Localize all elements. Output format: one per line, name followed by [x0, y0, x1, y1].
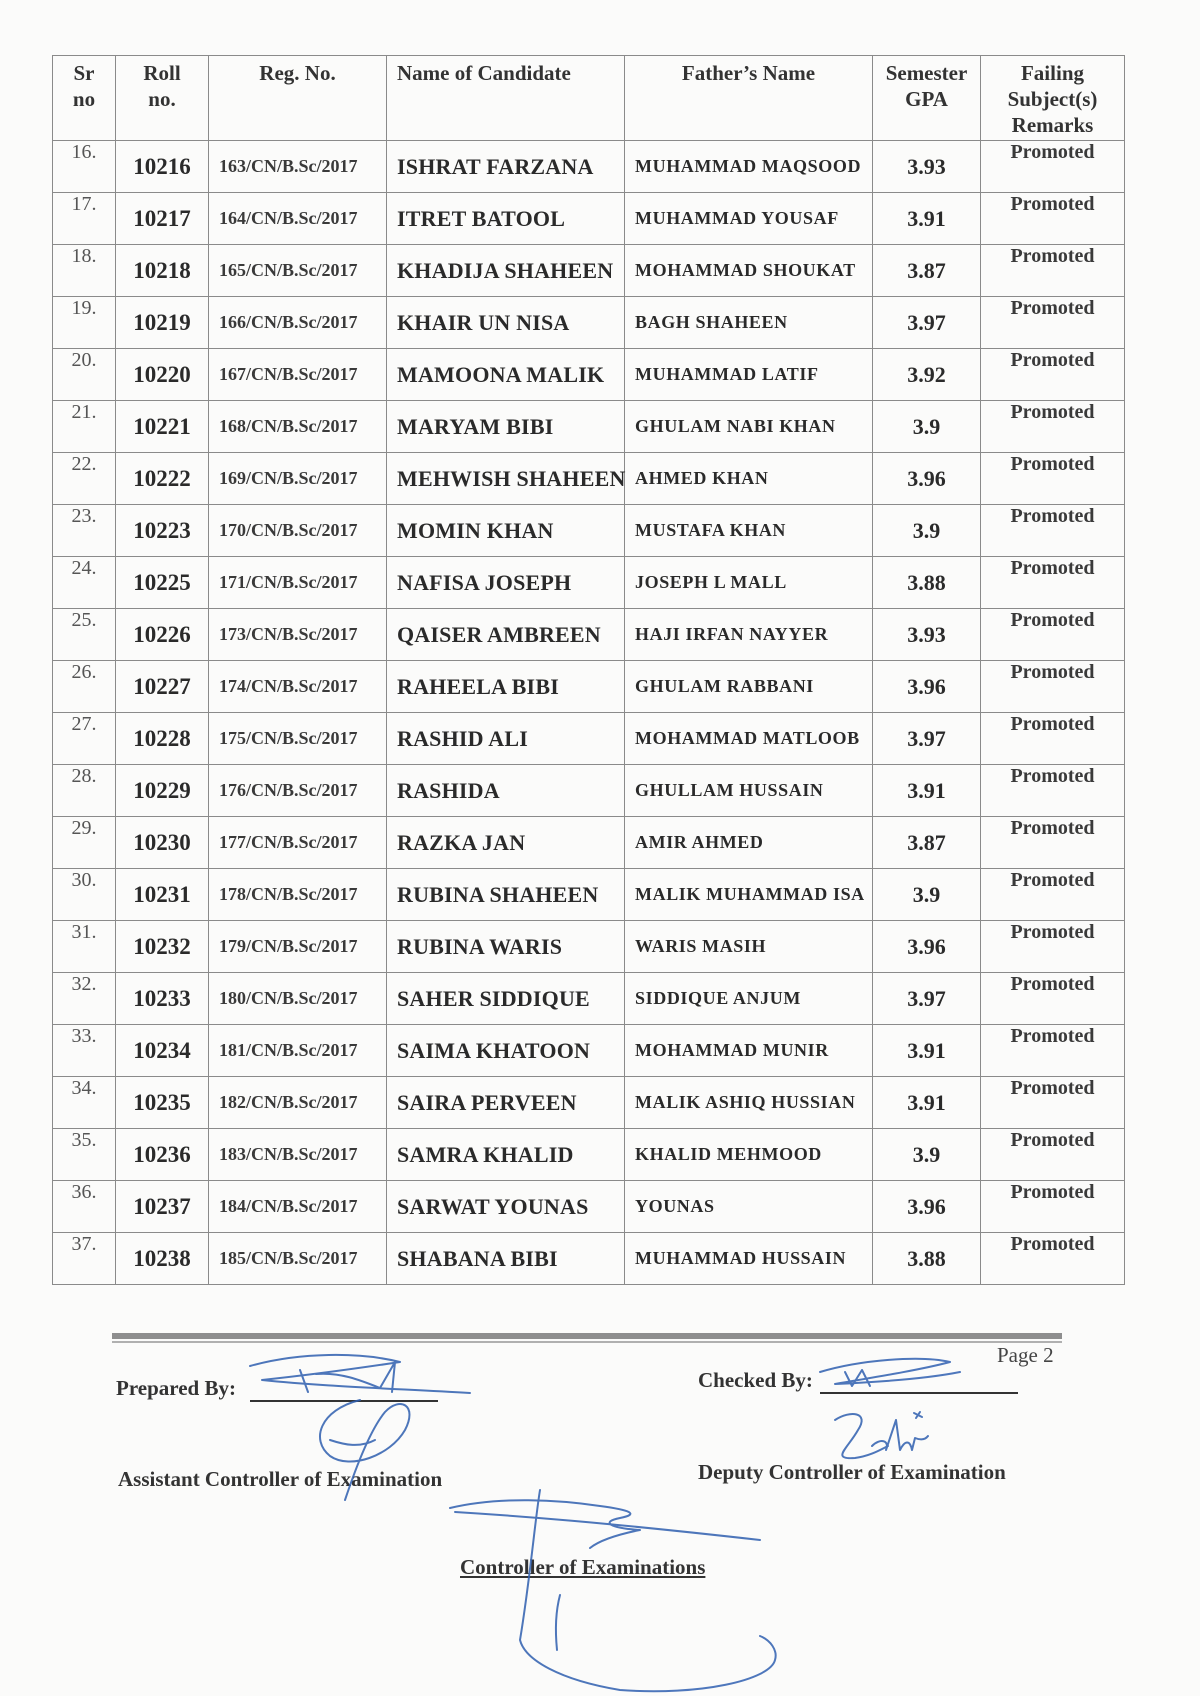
row-reg-no: 171/CN/B.Sc/2017 [209, 557, 387, 609]
row-reg-no: 185/CN/B.Sc/2017 [209, 1233, 387, 1285]
row-remarks: Promoted [981, 1025, 1125, 1077]
row-sr-no: 25. [53, 609, 116, 661]
row-candidate-name: SAHER SIDDIQUE [387, 973, 625, 1025]
row-candidate-name: SHABANA BIBI [387, 1233, 625, 1285]
row-reg-no: 177/CN/B.Sc/2017 [209, 817, 387, 869]
row-reg-no: 163/CN/B.Sc/2017 [209, 141, 387, 193]
row-father-name: HAJI IRFAN NAYYER [625, 609, 873, 661]
table-row [53, 1077, 1125, 1129]
row-roll-no: 10217 [116, 193, 209, 245]
row-roll-no: 10228 [116, 713, 209, 765]
table-row [53, 141, 1125, 193]
row-sr-no: 23. [53, 505, 116, 557]
row-roll-no: 10230 [116, 817, 209, 869]
row-semester-gpa: 3.87 [873, 245, 981, 297]
row-remarks: Promoted [981, 765, 1125, 817]
table-row [53, 973, 1125, 1025]
table-row [53, 1025, 1125, 1077]
row-semester-gpa: 3.93 [873, 141, 981, 193]
row-reg-no: 176/CN/B.Sc/2017 [209, 765, 387, 817]
row-sr-no: 31. [53, 921, 116, 973]
row-reg-no: 182/CN/B.Sc/2017 [209, 1077, 387, 1129]
row-reg-no: 183/CN/B.Sc/2017 [209, 1129, 387, 1181]
row-reg-no: 166/CN/B.Sc/2017 [209, 297, 387, 349]
row-candidate-name: RASHIDA [387, 765, 625, 817]
footer-divider-thin [112, 1341, 1062, 1343]
row-candidate-name: ITRET BATOOL [387, 193, 625, 245]
row-candidate-name: QAISER AMBREEN [387, 609, 625, 661]
row-semester-gpa: 3.9 [873, 869, 981, 921]
row-semester-gpa: 3.91 [873, 193, 981, 245]
row-semester-gpa: 3.96 [873, 661, 981, 713]
row-sr-no: 27. [53, 713, 116, 765]
row-semester-gpa: 3.91 [873, 1077, 981, 1129]
row-roll-no: 10229 [116, 765, 209, 817]
row-sr-no: 18. [53, 245, 116, 297]
row-semester-gpa: 3.88 [873, 557, 981, 609]
row-reg-no: 184/CN/B.Sc/2017 [209, 1181, 387, 1233]
table-row [53, 245, 1125, 297]
row-roll-no: 10226 [116, 609, 209, 661]
row-reg-no: 167/CN/B.Sc/2017 [209, 349, 387, 401]
row-semester-gpa: 3.91 [873, 1025, 981, 1077]
row-roll-no: 10237 [116, 1181, 209, 1233]
row-father-name: MUHAMMAD HUSSAIN [625, 1233, 873, 1285]
row-reg-no: 169/CN/B.Sc/2017 [209, 453, 387, 505]
table-row [53, 869, 1125, 921]
row-reg-no: 178/CN/B.Sc/2017 [209, 869, 387, 921]
row-remarks: Promoted [981, 1129, 1125, 1181]
row-father-name: WARIS MASIH [625, 921, 873, 973]
row-semester-gpa: 3.96 [873, 921, 981, 973]
table-row [53, 349, 1125, 401]
table-row [53, 557, 1125, 609]
row-reg-no: 174/CN/B.Sc/2017 [209, 661, 387, 713]
row-sr-no: 16. [53, 141, 116, 193]
row-father-name: JOSEPH L MALL [625, 557, 873, 609]
row-father-name: GHULAM NABI KHAN [625, 401, 873, 453]
row-remarks: Promoted [981, 661, 1125, 713]
row-remarks: Promoted [981, 921, 1125, 973]
table-row [53, 297, 1125, 349]
table-row [53, 817, 1125, 869]
header-row [53, 56, 1125, 141]
row-roll-no: 10216 [116, 141, 209, 193]
row-sr-no: 33. [53, 1025, 116, 1077]
table-row [53, 713, 1125, 765]
row-roll-no: 10223 [116, 505, 209, 557]
prepared-by-signature [250, 1355, 470, 1393]
row-reg-no: 179/CN/B.Sc/2017 [209, 921, 387, 973]
row-father-name: YOUNAS [625, 1181, 873, 1233]
row-remarks: Promoted [981, 505, 1125, 557]
row-remarks: Promoted [981, 141, 1125, 193]
row-candidate-name: ISHRAT FARZANA [387, 141, 625, 193]
row-candidate-name: SARWAT YOUNAS [387, 1181, 625, 1233]
row-candidate-name: SAMRA KHALID [387, 1129, 625, 1181]
row-sr-no: 30. [53, 869, 116, 921]
row-roll-no: 10219 [116, 297, 209, 349]
row-roll-no: 10232 [116, 921, 209, 973]
row-semester-gpa: 3.93 [873, 609, 981, 661]
row-father-name: SIDDIQUE ANJUM [625, 973, 873, 1025]
row-candidate-name: MOMIN KHAN [387, 505, 625, 557]
table-row [53, 765, 1125, 817]
row-roll-no: 10227 [116, 661, 209, 713]
row-father-name: GHULAM RABBANI [625, 661, 873, 713]
footer-divider [112, 1333, 1062, 1339]
row-remarks: Promoted [981, 869, 1125, 921]
row-semester-gpa: 3.96 [873, 453, 981, 505]
header-candidate-name: Name of Candidate [387, 56, 625, 141]
results-table [52, 55, 1125, 1285]
row-roll-no: 10234 [116, 1025, 209, 1077]
row-reg-no: 164/CN/B.Sc/2017 [209, 193, 387, 245]
row-reg-no: 170/CN/B.Sc/2017 [209, 505, 387, 557]
row-candidate-name: RUBINA SHAHEEN [387, 869, 625, 921]
row-candidate-name: RUBINA WARIS [387, 921, 625, 973]
row-candidate-name: RAHEELA BIBI [387, 661, 625, 713]
row-semester-gpa: 3.9 [873, 401, 981, 453]
row-father-name: MOHAMMAD MATLOOB [625, 713, 873, 765]
results-table-header [53, 56, 1125, 141]
row-candidate-name: SAIMA KHATOON [387, 1025, 625, 1077]
prepared-by-line [250, 1400, 438, 1402]
row-roll-no: 10236 [116, 1129, 209, 1181]
row-sr-no: 36. [53, 1181, 116, 1233]
row-candidate-name: NAFISA JOSEPH [387, 557, 625, 609]
row-roll-no: 10218 [116, 245, 209, 297]
results-table-body [53, 141, 1125, 1285]
row-roll-no: 10235 [116, 1077, 209, 1129]
row-remarks: Promoted [981, 1077, 1125, 1129]
row-remarks: Promoted [981, 297, 1125, 349]
row-father-name: MUSTAFA KHAN [625, 505, 873, 557]
row-remarks: Promoted [981, 817, 1125, 869]
row-sr-no: 21. [53, 401, 116, 453]
table-row [53, 505, 1125, 557]
row-father-name: MUHAMMAD LATIF [625, 349, 873, 401]
row-sr-no: 34. [53, 1077, 116, 1129]
table-row [53, 401, 1125, 453]
row-sr-no: 35. [53, 1129, 116, 1181]
row-candidate-name: RAZKA JAN [387, 817, 625, 869]
row-semester-gpa: 3.97 [873, 973, 981, 1025]
row-remarks: Promoted [981, 1181, 1125, 1233]
table-row [53, 609, 1125, 661]
row-reg-no: 181/CN/B.Sc/2017 [209, 1025, 387, 1077]
row-candidate-name: KHADIJA SHAHEEN [387, 245, 625, 297]
row-sr-no: 19. [53, 297, 116, 349]
row-reg-no: 168/CN/B.Sc/2017 [209, 401, 387, 453]
row-reg-no: 180/CN/B.Sc/2017 [209, 973, 387, 1025]
row-roll-no: 10221 [116, 401, 209, 453]
row-roll-no: 10238 [116, 1233, 209, 1285]
row-roll-no: 10220 [116, 349, 209, 401]
checked-by-line [820, 1392, 1018, 1394]
row-father-name: MALIK MUHAMMAD ISA [625, 869, 873, 921]
row-father-name: AHMED KHAN [625, 453, 873, 505]
row-father-name: MOHAMMAD MUNIR [625, 1025, 873, 1077]
table-row [53, 661, 1125, 713]
row-roll-no: 10231 [116, 869, 209, 921]
row-reg-no: 165/CN/B.Sc/2017 [209, 245, 387, 297]
row-candidate-name: MEHWISH SHAHEEN [387, 453, 625, 505]
row-remarks: Promoted [981, 557, 1125, 609]
row-remarks: Promoted [981, 401, 1125, 453]
table-row [53, 1233, 1125, 1285]
row-remarks: Promoted [981, 193, 1125, 245]
table-row [53, 1181, 1125, 1233]
row-candidate-name: MARYAM BIBI [387, 401, 625, 453]
row-reg-no: 175/CN/B.Sc/2017 [209, 713, 387, 765]
row-sr-no: 32. [53, 973, 116, 1025]
assistant-controller-title: Assistant Controller of Examination [118, 1467, 443, 1491]
row-remarks: Promoted [981, 349, 1125, 401]
checked-by-signature [820, 1359, 960, 1386]
page-number: Page 2 [997, 1343, 1054, 1367]
row-sr-no: 37. [53, 1233, 116, 1285]
row-sr-no: 29. [53, 817, 116, 869]
header-father-name: Father’s Name [625, 56, 873, 141]
row-sr-no: 28. [53, 765, 116, 817]
table-row [53, 921, 1125, 973]
table-row [53, 1129, 1125, 1181]
row-semester-gpa: 3.87 [873, 817, 981, 869]
checked-by-label: Checked By: [698, 1368, 813, 1392]
deputy-controller-title: Deputy Controller of Examination [698, 1460, 1006, 1484]
row-sr-no: 26. [53, 661, 116, 713]
row-sr-no: 24. [53, 557, 116, 609]
row-semester-gpa: 3.91 [873, 765, 981, 817]
row-candidate-name: RASHID ALI [387, 713, 625, 765]
row-remarks: Promoted [981, 973, 1125, 1025]
row-roll-no: 10233 [116, 973, 209, 1025]
header-reg-no: Reg. No. [209, 56, 387, 141]
row-sr-no: 17. [53, 193, 116, 245]
header-roll-no: Roll no. [116, 56, 209, 141]
row-semester-gpa: 3.96 [873, 1181, 981, 1233]
row-semester-gpa: 3.9 [873, 1129, 981, 1181]
row-father-name: MALIK ASHIQ HUSSIAN [625, 1077, 873, 1129]
header-sr-no: Sr no [53, 56, 116, 141]
table-row [53, 453, 1125, 505]
row-father-name: BAGH SHAHEEN [625, 297, 873, 349]
row-candidate-name: SAIRA PERVEEN [387, 1077, 625, 1129]
table-row [53, 193, 1125, 245]
row-roll-no: 10225 [116, 557, 209, 609]
row-semester-gpa: 3.92 [873, 349, 981, 401]
controller-title: Controller of Examinations [460, 1555, 706, 1579]
row-father-name: KHALID MEHMOOD [625, 1129, 873, 1181]
row-remarks: Promoted [981, 713, 1125, 765]
row-semester-gpa: 3.88 [873, 1233, 981, 1285]
row-semester-gpa: 3.97 [873, 297, 981, 349]
row-remarks: Promoted [981, 453, 1125, 505]
prepared-by-label: Prepared By: [116, 1376, 236, 1400]
header-semester-gpa: Semester GPA [873, 56, 981, 141]
row-remarks: Promoted [981, 609, 1125, 661]
row-sr-no: 22. [53, 453, 116, 505]
row-roll-no: 10222 [116, 453, 209, 505]
header-remarks: Failing Subject(s) Remarks [981, 56, 1125, 141]
row-father-name: MUHAMMAD MAQSOOD [625, 141, 873, 193]
row-sr-no: 20. [53, 349, 116, 401]
row-semester-gpa: 3.97 [873, 713, 981, 765]
row-father-name: MOHAMMAD SHOUKAT [625, 245, 873, 297]
row-candidate-name: MAMOONA MALIK [387, 349, 625, 401]
controller-signature [450, 1490, 776, 1691]
row-candidate-name: KHAIR UN NISA [387, 297, 625, 349]
row-remarks: Promoted [981, 245, 1125, 297]
deputy-signature [835, 1412, 928, 1458]
row-father-name: MUHAMMAD YOUSAF [625, 193, 873, 245]
row-reg-no: 173/CN/B.Sc/2017 [209, 609, 387, 661]
row-father-name: GHULLAM HUSSAIN [625, 765, 873, 817]
row-remarks: Promoted [981, 1233, 1125, 1285]
row-semester-gpa: 3.9 [873, 505, 981, 557]
row-father-name: AMIR AHMED [625, 817, 873, 869]
